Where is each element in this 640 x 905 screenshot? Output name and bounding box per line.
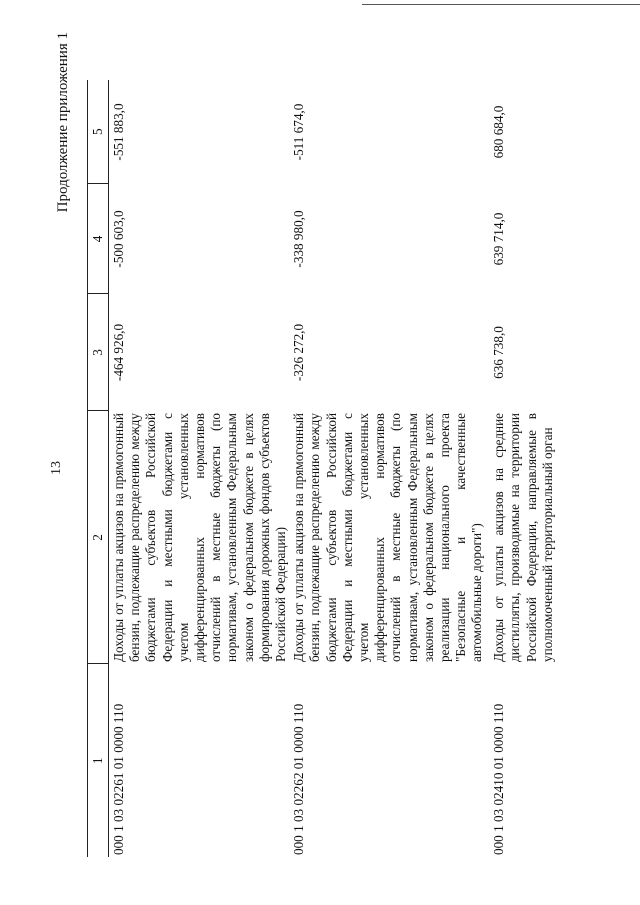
header-cell-1: 1 [88, 664, 109, 857]
value-col4: -500 603,0 [111, 210, 126, 268]
value-col5: 680 684,0 [491, 105, 507, 159]
value-col3: -464 926,0 [111, 323, 126, 382]
page-number: 13 [49, 461, 64, 475]
revenue-table [87, 80, 556, 857]
budget-code: 000 1 03 02410 01 0000 110 [491, 703, 507, 855]
header-cell-3: 3 [88, 294, 109, 411]
row-description: Доходы от уплаты акцизов на средние дистилляты, производимые на территории Российской Федерации, направляемые в уполномоченный территориальный орган [491, 413, 555, 662]
row-description: Доходы от уплаты акцизов на прямогонный бензин, подлежащие распределению между бюджетами субъектов Российской Федерации и местными бюджетами с учетом установленных дифференцированных нормативов отчислений в местные бюджеты (по нормативам, установленным Федеральным законом о федеральном бюджете в целях реализации национального проекта "Безопасные и качественные автомобильные дороги") [291, 413, 485, 662]
header-cell-4: 4 [88, 184, 109, 294]
budget-code: 000 1 03 02261 01 0000 110 [111, 703, 126, 855]
header-cell-5: 5 [88, 80, 109, 184]
table-row [289, 80, 489, 857]
row-description: Доходы от уплаты акцизов на прямогонный бензин, подлежащие распределению между бюджетами субъектов Российской Федерации и местными бюджетами с учетом установленных дифференцированных нормативов отчислений в местные бюджеты (по нормативам, установленным Федеральным законом о федеральном бюджете в целях формирования дорожных фондов субъектов Российской Федерации) [111, 413, 289, 662]
table-row [109, 80, 290, 857]
value-col5: -551 883,0 [111, 103, 126, 161]
value-col3: 636 738,0 [491, 326, 507, 379]
budget-code: 000 1 03 02262 01 0000 110 [291, 703, 307, 855]
table-row [489, 80, 556, 857]
value-col5: -511 674,0 [291, 103, 307, 161]
value-col4: 639 714,0 [491, 212, 507, 266]
value-col4: -338 980,0 [291, 210, 307, 268]
value-col3: -326 272,0 [291, 323, 307, 382]
continuation-label: Продолжение приложения 1 [55, 32, 71, 213]
table-header-row [88, 80, 109, 857]
header-cell-2: 2 [88, 411, 109, 664]
